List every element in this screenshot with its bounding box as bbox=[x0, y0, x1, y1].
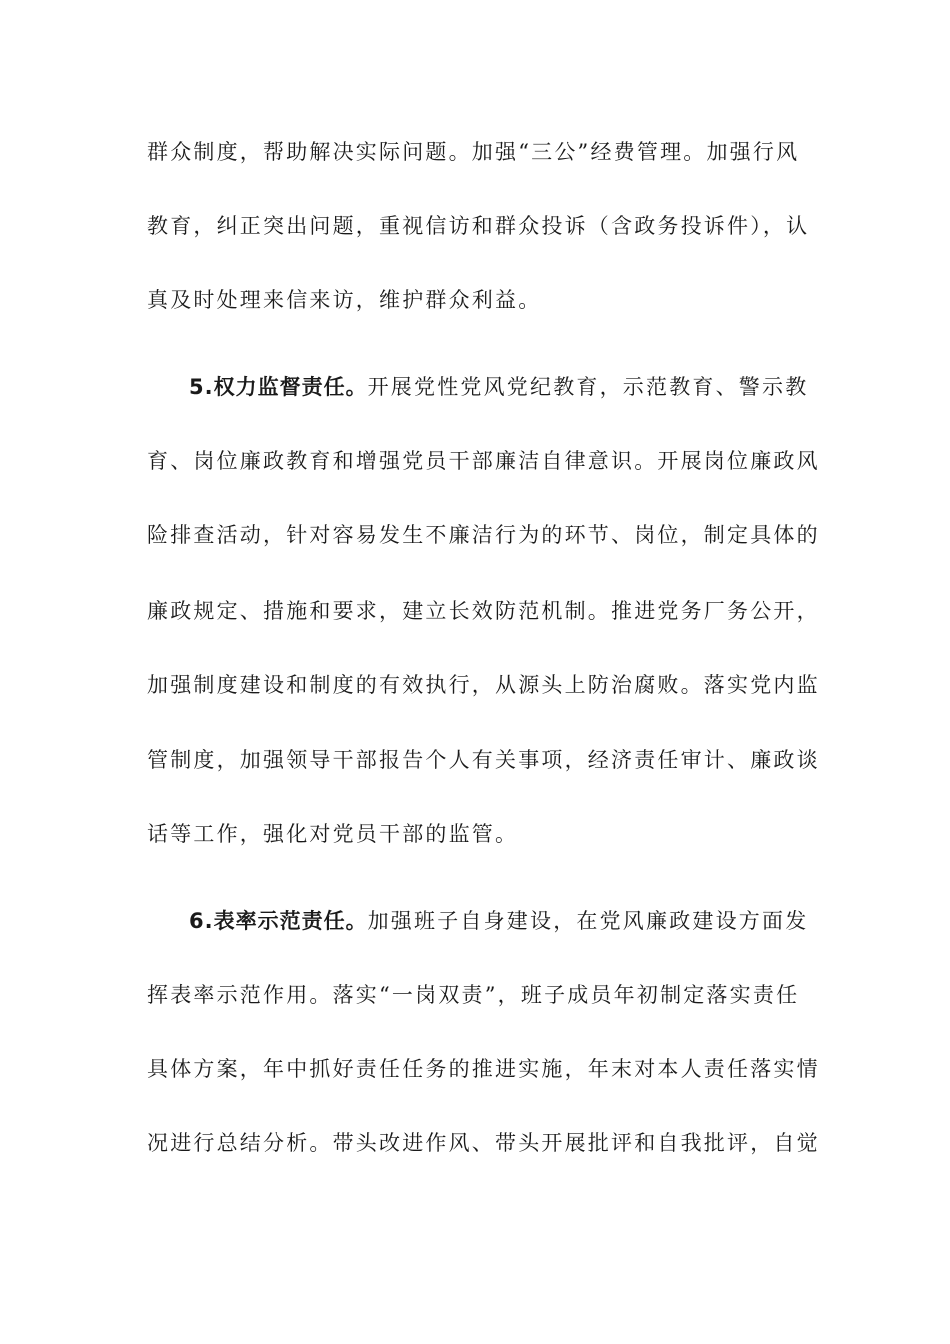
para1-line-3: 真及时处理来信来访，维护群众利益。 bbox=[147, 288, 542, 312]
para3-first-line-text: 加强班子自身建设，在党风廉政建设方面发 bbox=[367, 909, 809, 933]
para1-line-1: 群众制度，帮助解决实际问题。加强“三公”经费管理。加强行风 bbox=[147, 140, 800, 164]
para2-line-3: 险排查活动，针对容易发生不廉洁行为的环节、岗位，制定具体的 bbox=[147, 523, 820, 547]
para2-line-6: 管制度，加强领导干部报告个人有关事项，经济责任审计、廉政谈 bbox=[147, 748, 820, 772]
para3-heading: 6.表率示范责任。 bbox=[189, 909, 368, 933]
para2-heading: 5.权力监督责任。 bbox=[189, 375, 368, 399]
para3-line-3: 具体方案，年中抓好责任任务的推进实施，年末对本人责任落实情 bbox=[147, 1057, 820, 1081]
para3-line-4: 况进行总结分析。带头改进作风、带头开展批评和自我批评，自觉 bbox=[147, 1131, 820, 1155]
para2-line-2: 育、岗位廉政教育和增强党员干部廉洁自律意识。开展岗位廉政风 bbox=[147, 449, 820, 473]
para2-line-5: 加强制度建设和制度的有效执行，从源头上防治腐败。落实党内监 bbox=[147, 673, 820, 697]
para2-line-7: 话等工作，强化对党员干部的监管。 bbox=[147, 822, 519, 846]
para2-first-line-text: 开展党性党风党纪教育，示范教育、警示教 bbox=[367, 375, 809, 399]
para3-line-2: 挥表率示范作用。落实“一岗双责”，班子成员年初制定落实责任 bbox=[147, 983, 800, 1007]
para2-first-line bbox=[189, 372, 808, 402]
para1-line-2: 教育，纠正突出问题，重视信访和群众投诉（含政务投诉件），认 bbox=[147, 214, 810, 238]
para2-line-4: 廉政规定、措施和要求，建立长效防范机制。推进党务厂务公开， bbox=[147, 599, 820, 623]
para3-first-line bbox=[189, 906, 808, 936]
